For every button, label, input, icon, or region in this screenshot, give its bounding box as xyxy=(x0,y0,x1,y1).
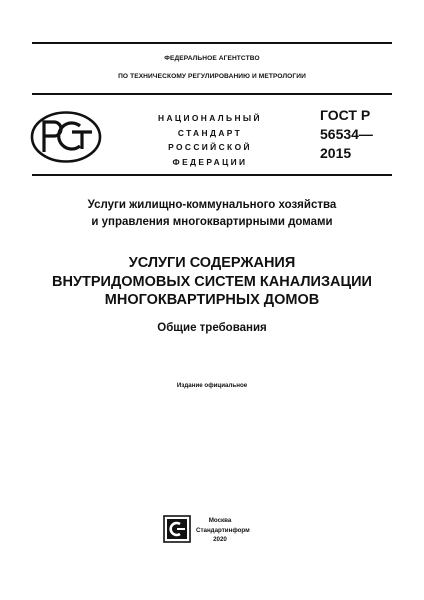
agency-name-line2: ПО ТЕХНИЧЕСКОМУ РЕГУЛИРОВАНИЮ И МЕТРОЛОГИИ xyxy=(118,73,306,80)
title-line: УСЛУГИ СОДЕРЖАНИЯ xyxy=(128,255,296,271)
topic-line: Услуги жилищно-коммунального хозяйства xyxy=(87,199,337,211)
topic-line: и управления многоквартирными домами xyxy=(91,216,333,228)
title-line: ВНУТРИДОМОВЫХ СИСТЕМ КАНАЛИЗАЦИИ xyxy=(52,273,372,290)
standartinform-logo-icon xyxy=(163,515,191,543)
rst-conformity-mark-icon xyxy=(30,110,102,164)
standard-type-block xyxy=(150,111,270,169)
designation-line: ГОСТ Р xyxy=(320,107,371,123)
standard-designation xyxy=(320,106,400,163)
publisher-block xyxy=(196,516,250,545)
publisher-line: 2020 xyxy=(213,536,227,543)
designation-line: 2015 xyxy=(320,145,352,161)
header-divider xyxy=(32,93,392,95)
document-title xyxy=(20,254,404,310)
standard-type-line: СТАНДАРТ xyxy=(177,127,243,138)
edition-note: Издание официальное xyxy=(176,382,248,389)
top-divider xyxy=(32,42,392,44)
title-divider xyxy=(32,174,392,176)
standard-type-line: РОССИЙСКОЙ xyxy=(168,142,252,152)
document-subtitle: Общие требования xyxy=(157,322,267,334)
standard-type-line: ФЕДЕРАЦИИ xyxy=(172,156,248,167)
agency-name-line1: ФЕДЕРАЛЬНОЕ АГЕНТСТВО xyxy=(164,55,260,62)
publisher-line: Стандартинформ xyxy=(196,526,250,534)
publisher-line: Москва xyxy=(208,517,232,524)
title-line: МНОГОКВАРТИРНЫХ ДОМОВ xyxy=(104,292,320,308)
topic-heading xyxy=(32,197,392,231)
standard-type-line: НАЦИОНАЛЬНЫЙ xyxy=(158,113,262,123)
designation-line: 56534— xyxy=(320,126,373,142)
